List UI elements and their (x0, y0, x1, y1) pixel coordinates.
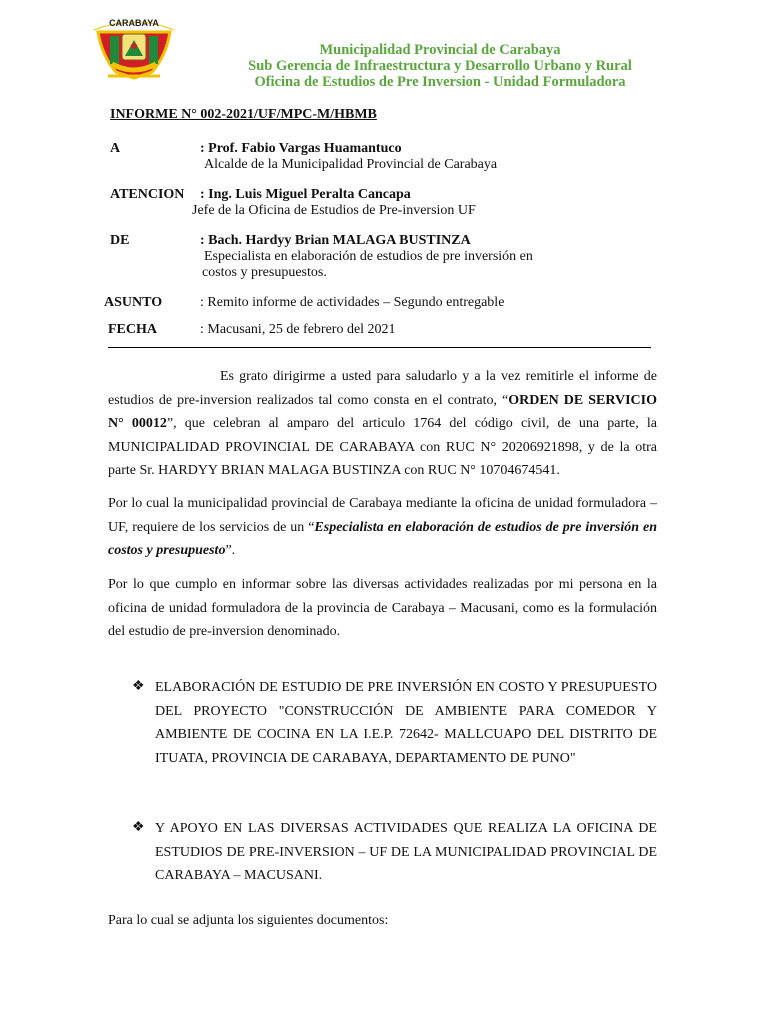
paragraph-2 (108, 492, 657, 563)
field-atencion-role: Jefe de la Oficina de Estudios de Pre-inversion UF (192, 203, 476, 218)
field-label-asunto: ASUNTO (104, 295, 163, 310)
informe-title: INFORME N° 002-2021/UF/MPC-M/HBMB (110, 107, 377, 122)
field-label-fecha: FECHA (108, 322, 157, 337)
field-label-atencion: ATENCION (110, 187, 185, 202)
field-atencion-name: : Ing. Luis Miguel Peralta Cancapa (200, 187, 411, 202)
bullet-diamond-icon: ❖ (132, 679, 145, 694)
paragraph-2-text-b: ”. (225, 543, 236, 558)
closing-line: Para lo cual se adjunta los siguientes documentos: (108, 913, 389, 928)
paragraph-3: Por lo que cumplo en informar sobre las diversas actividades realizadas por mi persona en la oficina de unidad formuladora de la provincia de Carabaya – Macusani, como es la formulación del estudio de pre-inversion denominado. (108, 577, 657, 639)
field-label-a: A (110, 141, 121, 156)
field-label-de: DE (110, 233, 130, 248)
header-oficina: Oficina de Estudios de Pre Inversion - Unidad Formuladora (254, 74, 626, 90)
paragraph-2-text-a: Por lo cual la municipalidad provincial de Carabaya mediante la oficina de unidad formuladora – UF, requiere de los servicios de un “ (108, 496, 657, 535)
bullet-item-1: ELABORACIÓN DE ESTUDIO DE PRE INVERSIÓN EN COSTO Y PRESUPUESTO DEL PROYECTO "CONSTRUCCIÓN DE AMBIENTE PARA COMEDOR Y AMBIENTE DE COCINA EN LA I.E.P. 72642- MALLCUAPO DEL DISTRITO DE ITUATA, PROVINCIA DE CARABAYA, DEPARTAMENTO DE PUNO" (155, 680, 657, 766)
header-municipality: Municipalidad Provincial de Carabaya (319, 42, 561, 58)
paragraph-2-especialista: Especialista en elaboración de estudios de pre inversión en costos y presupuesto (108, 519, 657, 558)
logo-text: CARABAYA (109, 18, 159, 28)
paragraph-1-orden-servicio: ORDEN DE SERVICIO N° 00012 (108, 392, 657, 431)
field-de-role-line2: costos y presupuestos. (202, 265, 327, 280)
bullet-diamond-icon: ❖ (132, 820, 145, 835)
header-subgerencia: Sub Gerencia de Infraestructura y Desarrollo Urbano y Rural (248, 58, 632, 74)
field-a-name: : Prof. Fabio Vargas Huamantuco (200, 141, 402, 156)
field-de-role-line1: Especialista en elaboración de estudios de pre inversión en (204, 249, 533, 264)
header-divider (108, 347, 651, 348)
field-asunto-value: : Remito informe de actividades – Segundo entregable (200, 295, 505, 310)
paragraph-1 (108, 365, 657, 483)
field-fecha-value: : Macusani, 25 de febrero del 2021 (200, 322, 396, 337)
field-de-name: : Bach. Hardyy Brian MALAGA BUSTINZA (200, 233, 471, 248)
field-a-role: Alcalde de la Municipalidad Provincial de Carabaya (204, 157, 498, 172)
bullet-item-2: Y APOYO EN LAS DIVERSAS ACTIVIDADES QUE REALIZA LA OFICINA DE ESTUDIOS DE PRE-INVERSION – UF DE LA MUNICIPALIDAD PROVINCIAL DE CARABAYA – MACUSANI. (155, 821, 657, 883)
paragraph-1-text-a: Es grato dirigirme a usted para saludarlo y a la vez remitirle el informe de estudios de pre-inversion realizados tal como consta en el contrato, “ (108, 369, 657, 408)
paragraph-1-text-b: ”, que celebran al amparo del articulo 1764 del código civil, de una parte, la MUNICIPALIDAD PROVINCIAL DE CARABAYA con RUC N° 20206921898, y de la otra parte Sr. HARDYY BRIAN MALAGA BUSTINZA con RUC N° 10704674541. (108, 416, 657, 478)
